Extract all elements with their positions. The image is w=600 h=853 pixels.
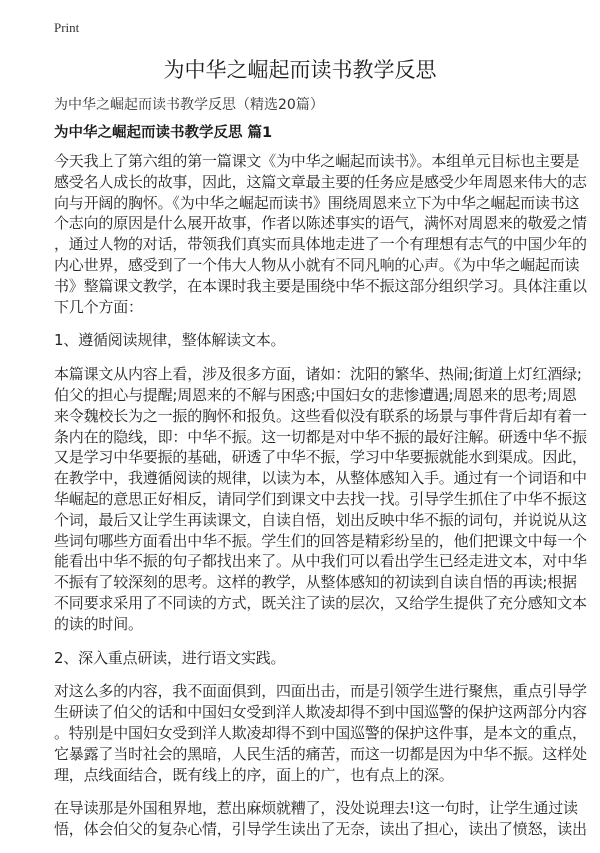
text-line: 不同要求采用了不同读的方式，既关注了读的层次，又给学生提供了充分感知文本 <box>54 593 587 612</box>
text-line: 条内在的隐线，即：中华不振。这一切都是对中华不振的最好注解。研透中华不振 <box>54 427 587 446</box>
section-heading: 为中华之崛起而读书教学反思 篇1 <box>54 125 273 141</box>
text-line: 理，点线面结合，既有线上的序，面上的广，也有点上的深。 <box>54 765 454 784</box>
text-line: 向与开阔的胸怀。《为中华之崛起而读书》围绕周恩来立下为中华之崛起而读书这 <box>54 193 580 212</box>
text-line: 在导读那是外国租界地，惹出麻烦就糟了，没处说理去!这一句时，让学生通过读 <box>54 799 578 818</box>
text-line: 的读的时间。 <box>54 614 143 633</box>
paragraph <box>54 364 587 634</box>
paragraph <box>54 648 554 669</box>
text-line: 今天我上了第六组的第一篇课文《为中华之崛起而读书》。本组单元目标也主要是 <box>54 152 580 170</box>
text-line: 它暴露了当时社会的黑暗，人民生活的痛苦，而这一切都是因为中华不振。这样处 <box>54 744 587 763</box>
text-line: 不振有了较深刻的思考。这样的教学，从整体感知的初读到自读自悟的再读;根据 <box>54 573 577 592</box>
text-line: 书》整篇课文教学，在本课时我主要是围绕中华不振这部分组织学习。具体注重以 <box>54 276 587 295</box>
text-line: 个词，最后又让学生再读课文，自读自悟，划出反映中华不振的词句，并说说从这 <box>54 510 587 529</box>
document-body <box>54 151 587 853</box>
text-line: 来令魏校长为之一振的胸怀和报负。这些看似没有联系的场景与事件背后却有着一 <box>54 406 587 425</box>
text-line: 个志向的原因是什么展开故事，作者以陈述事实的语气，满怀对周恩来的敬爱之情 <box>54 214 587 233</box>
text-line: 伯父的担心与提醒;周恩来的不解与困惑;中国妇女的悲惨遭遇;周恩来的思考;周恩 <box>54 385 577 404</box>
text-line: 生研读了伯父的话和中国妇女受到洋人欺凌却得不到中国巡警的保护这两部分内容 <box>54 703 587 722</box>
text-line: 在教学中，我遵循阅读的规律，以读为本，从整体感知入手。通过有一个词语和中 <box>54 469 587 488</box>
document-title: 为中华之崛起而读书教学反思 <box>163 58 437 82</box>
paragraph <box>54 151 587 317</box>
document-subtitle: 为中华之崛起而读书教学反思（精选20篇） <box>54 97 324 113</box>
paragraph <box>54 681 587 785</box>
text-line: ，通过人物的对话，带领我们真实而具体地走进了一个有理想有志气的中国少年的 <box>54 235 587 254</box>
text-line: 。特别是中国妇女受到洋人欺凌却得不到中国巡警的保护这件事，是本文的重点， <box>54 723 587 742</box>
text-line: 本篇课文从内容上看，涉及很多方面，诸如：沈阳的繁华、热闹;街道上灯红酒绿; <box>54 365 582 384</box>
paragraph <box>54 798 587 840</box>
text-line: 内心世界，感受到了一个伟大人物从小就有不同凡响的心声。《为中华之崛起而读 <box>54 255 580 274</box>
text-line: 能看出中华不振的句子都找出来了。从中我们可以看出学生已经走进文本，对中华 <box>54 552 587 571</box>
text-line: 悟，体会伯父的复杂心情，引导学生读出了无奈，读出了担心，读出了愤怒，读出 <box>54 820 587 839</box>
text-line: 下几个方面： <box>54 297 143 316</box>
text-line: 1、遵循阅读规律，整体解读文本。 <box>54 331 286 350</box>
text-line: 对这么多的内容，我不面面俱到，四面出击，而是引领学生进行聚焦，重点引导学 <box>54 682 587 701</box>
print-label: Print <box>54 20 80 35</box>
text-line: 又是学习中华要振的基础，研透了中华不振，学习中华要振就能水到渠成。因此， <box>54 448 587 467</box>
text-line: 感受名人成长的故事，因此，这篇文章最主要的任务应是感受少年周恩来伟大的志 <box>54 172 587 191</box>
text-line: 华崛起的意思正好相反，请同学们到课文中去找一找。引导学生抓住了中华不振这 <box>54 489 587 508</box>
text-line: 些词句哪些方面看出中华不振。学生们的回答是精彩纷呈的，他们把课文中每一个 <box>54 531 587 550</box>
text-line: 2、深入重点研读，进行语文实践。 <box>54 648 286 667</box>
paragraph <box>54 330 554 351</box>
